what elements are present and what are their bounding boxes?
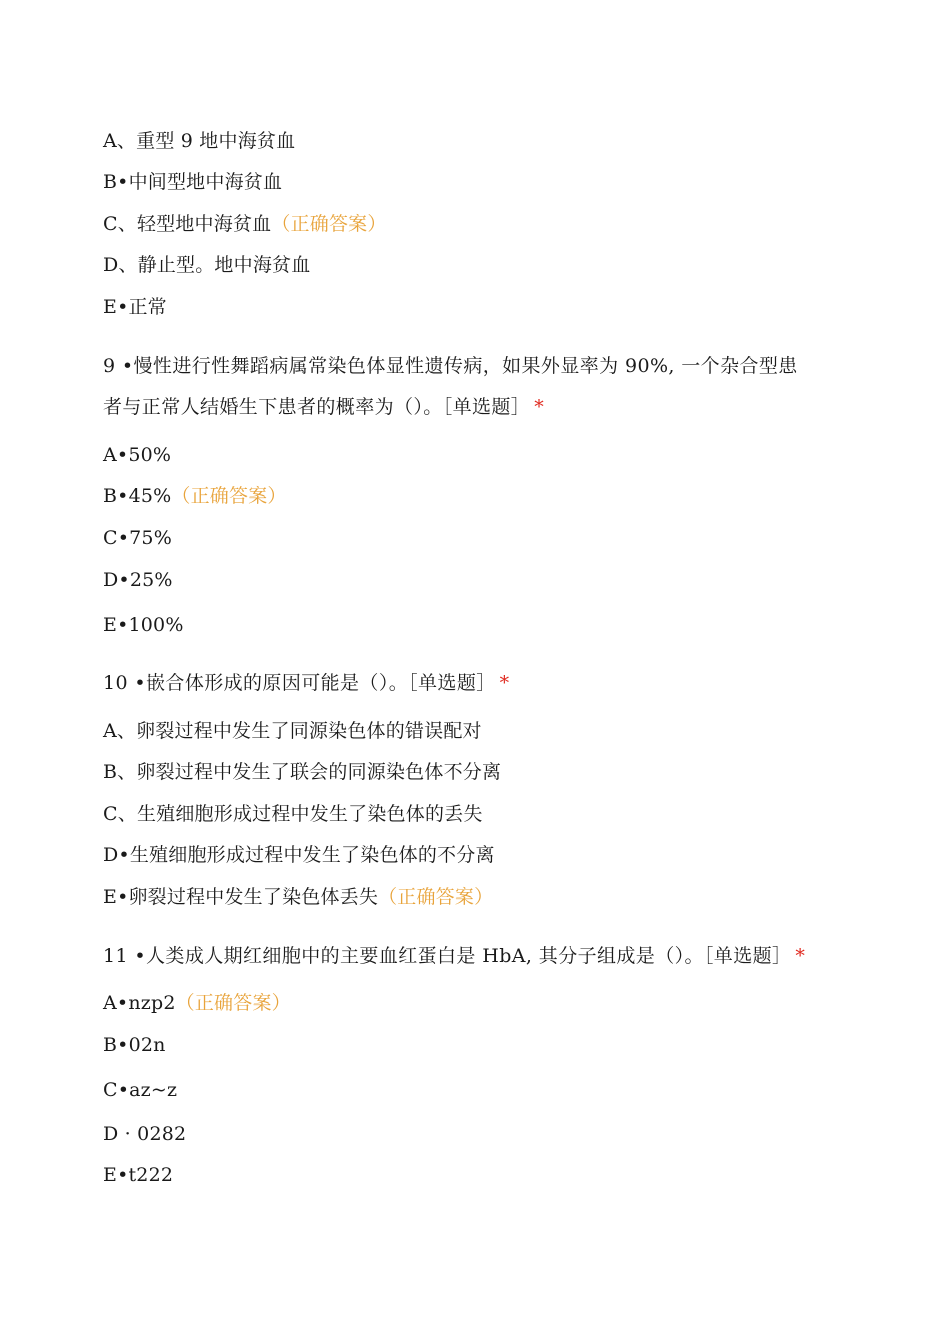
q8-option-e[interactable] <box>103 294 167 320</box>
q10-option-c[interactable] <box>103 801 483 827</box>
q9-stem-line2 <box>103 394 544 420</box>
option-text: A、卵裂过程中发生了同源染色体的错误配对 <box>103 720 482 742</box>
option-text: C、轻型地中海贫血 <box>103 213 272 235</box>
q8-option-c[interactable] <box>103 211 387 237</box>
required-marker: * <box>795 945 806 967</box>
option-text: D · 0282 <box>103 1123 187 1145</box>
correct-answer-marker: （正确答案） <box>271 213 387 235</box>
q11-option-e[interactable] <box>103 1162 173 1188</box>
q9-option-b[interactable] <box>103 483 287 509</box>
q11-option-c[interactable] <box>103 1077 177 1103</box>
q11-option-b[interactable] <box>103 1032 166 1058</box>
option-text: E•正常 <box>103 296 167 318</box>
q8-option-d[interactable] <box>103 252 310 278</box>
q9-option-a[interactable] <box>103 442 171 468</box>
option-text: B、卵裂过程中发生了联会的同源染色体不分离 <box>103 761 502 783</box>
option-text: A、重型 9 地中海贫血 <box>103 130 296 152</box>
q9-stem-line1 <box>103 353 798 379</box>
q10-option-d[interactable] <box>103 842 495 868</box>
q10-stem <box>103 670 510 696</box>
option-text: A•50% <box>103 444 172 466</box>
question-text: 10 •嵌合体形成的原因可能是（）。［单选题］ <box>103 672 496 694</box>
question-text: 9 •慢性进行性舞蹈病属常染色体显性遗传病，如果外显率为 90%, 一个杂合型患 <box>103 355 798 377</box>
option-text: C•75% <box>103 527 172 549</box>
option-text: B•02n <box>103 1034 166 1056</box>
required-marker: * <box>499 672 510 694</box>
option-text: B•45% <box>103 485 172 507</box>
option-text: A•nzp2 <box>103 992 176 1014</box>
option-text: C、生殖细胞形成过程中发生了染色体的丢失 <box>103 803 483 825</box>
q11-option-d[interactable] <box>103 1121 186 1147</box>
correct-answer-marker: （正确答案） <box>378 886 494 908</box>
q9-option-d[interactable] <box>103 567 173 593</box>
q8-option-b[interactable] <box>103 169 282 195</box>
q9-option-e[interactable] <box>103 612 184 638</box>
option-text: D•生殖细胞形成过程中发生了染色体的不分离 <box>103 844 495 866</box>
question-text: 11 •人类成人期红细胞中的主要血红蛋白是 HbA, 其分子组成是（）。［单选题］ <box>103 945 792 967</box>
option-text: B•中间型地中海贫血 <box>103 171 283 193</box>
q11-option-a[interactable] <box>103 990 291 1016</box>
option-text: E•卵裂过程中发生了染色体丢失 <box>103 886 379 908</box>
option-text: D、静止型。地中海贫血 <box>103 254 311 276</box>
option-text: D•25% <box>103 569 173 591</box>
option-text: C•az~z <box>103 1079 178 1101</box>
q9-option-c[interactable] <box>103 525 172 551</box>
correct-answer-marker: （正确答案） <box>171 485 287 507</box>
correct-answer-marker: （正确答案） <box>175 992 291 1014</box>
option-text: E•t222 <box>103 1164 174 1186</box>
option-text: E•100% <box>103 614 184 636</box>
q11-stem <box>103 943 805 969</box>
question-text: 者与正常人结婚生下患者的概率为（）。［单选题］ <box>103 396 531 418</box>
q10-option-e[interactable] <box>103 884 493 910</box>
q8-option-a[interactable] <box>103 128 295 154</box>
q10-option-a[interactable] <box>103 718 482 744</box>
required-marker: * <box>534 396 545 418</box>
q10-option-b[interactable] <box>103 759 501 785</box>
